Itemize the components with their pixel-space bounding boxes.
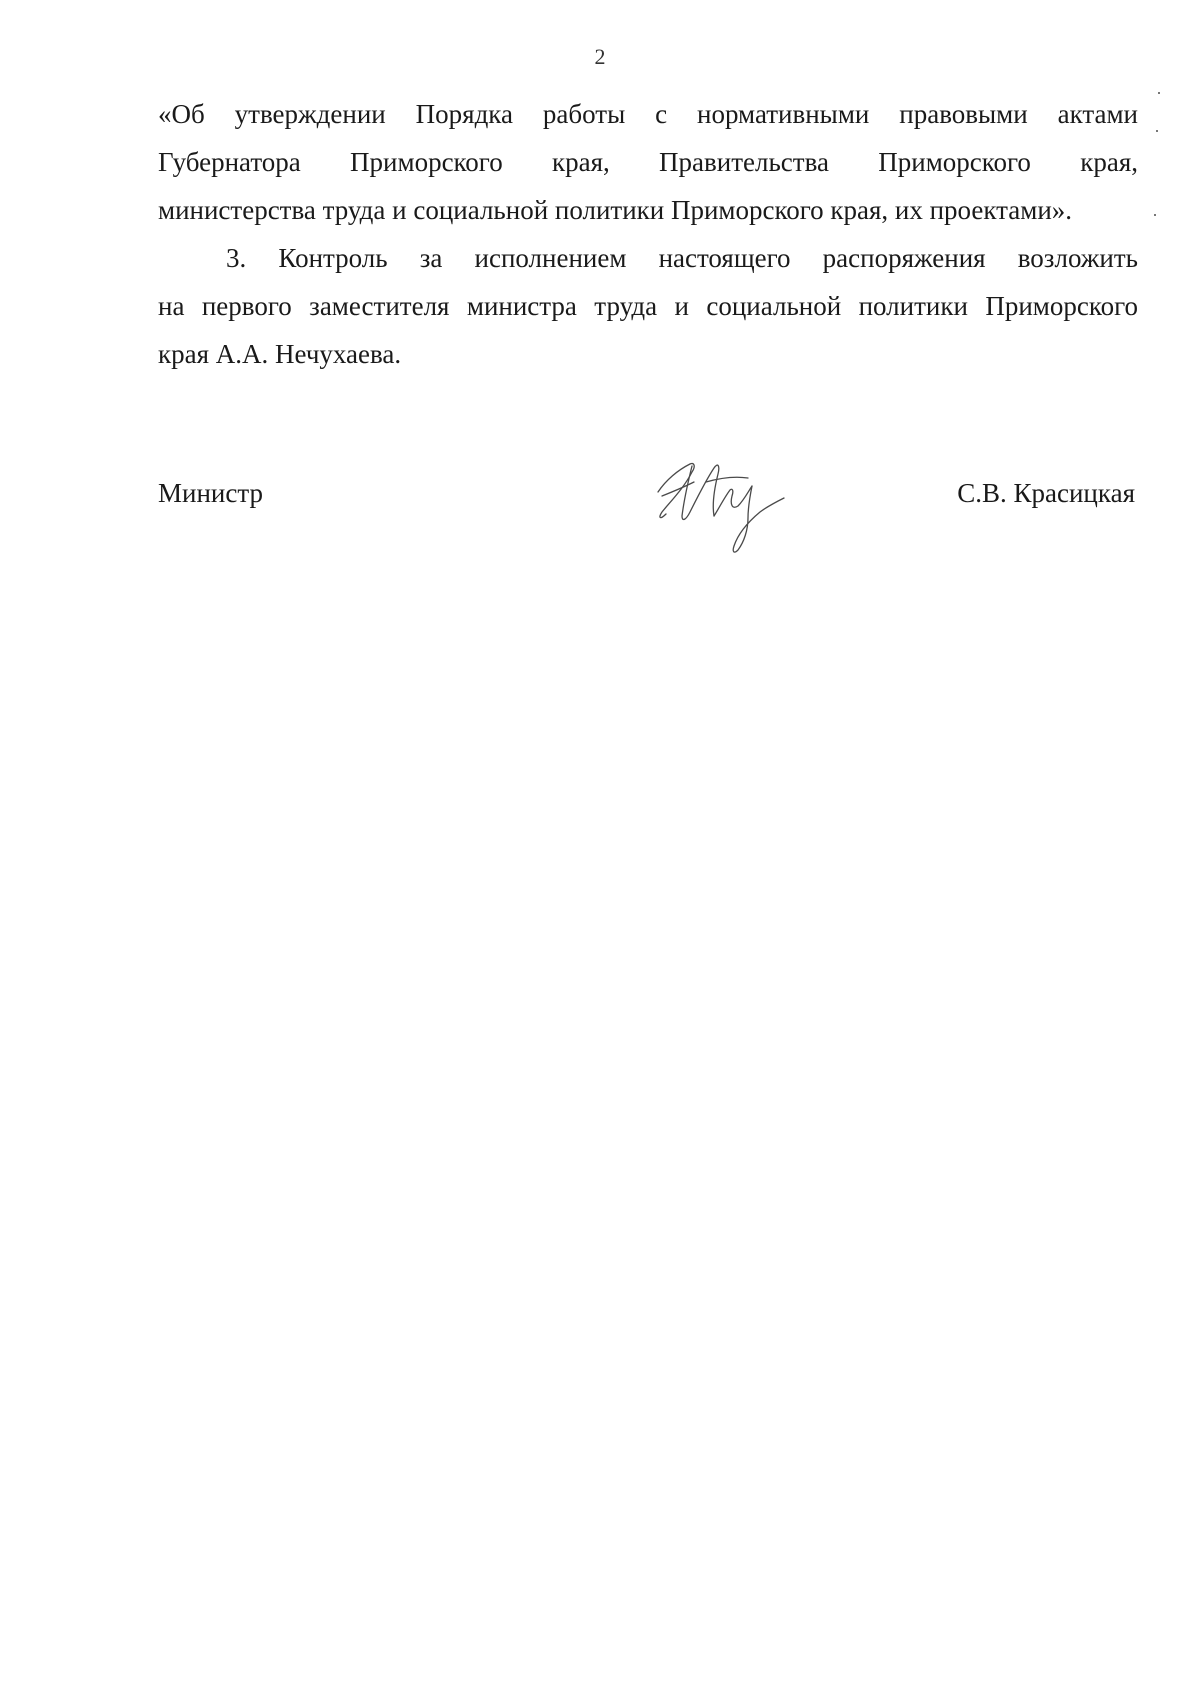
paragraph-continuation (158, 90, 1138, 234)
scan-artifact (1154, 214, 1156, 216)
paragraph-line: министерства труда и социальной политики Приморского края, их проектами». (158, 195, 1073, 225)
signatory-position: Министр (158, 478, 263, 508)
scan-artifact (1156, 130, 1158, 132)
paragraph-3 (158, 234, 1138, 378)
paragraph-line: на первого заместителя министра труда и социальной политики Приморского (158, 291, 1138, 321)
page-number: 2 (594, 44, 606, 69)
paragraph-line: 3. Контроль за исполнением настоящего распоряжения возложить (226, 243, 1138, 273)
paragraph-line: Губернатора Приморского края, Правительства Приморского края, (158, 147, 1138, 177)
paragraph-line: «Об утверждении Порядка работы с нормативными правовыми актами (158, 99, 1138, 129)
signatory-name: С.В. Красицкая (957, 478, 1135, 508)
paragraph-line: края А.А. Нечухаева. (158, 339, 402, 369)
handwritten-signature (648, 452, 798, 562)
scan-artifact (1158, 92, 1160, 94)
